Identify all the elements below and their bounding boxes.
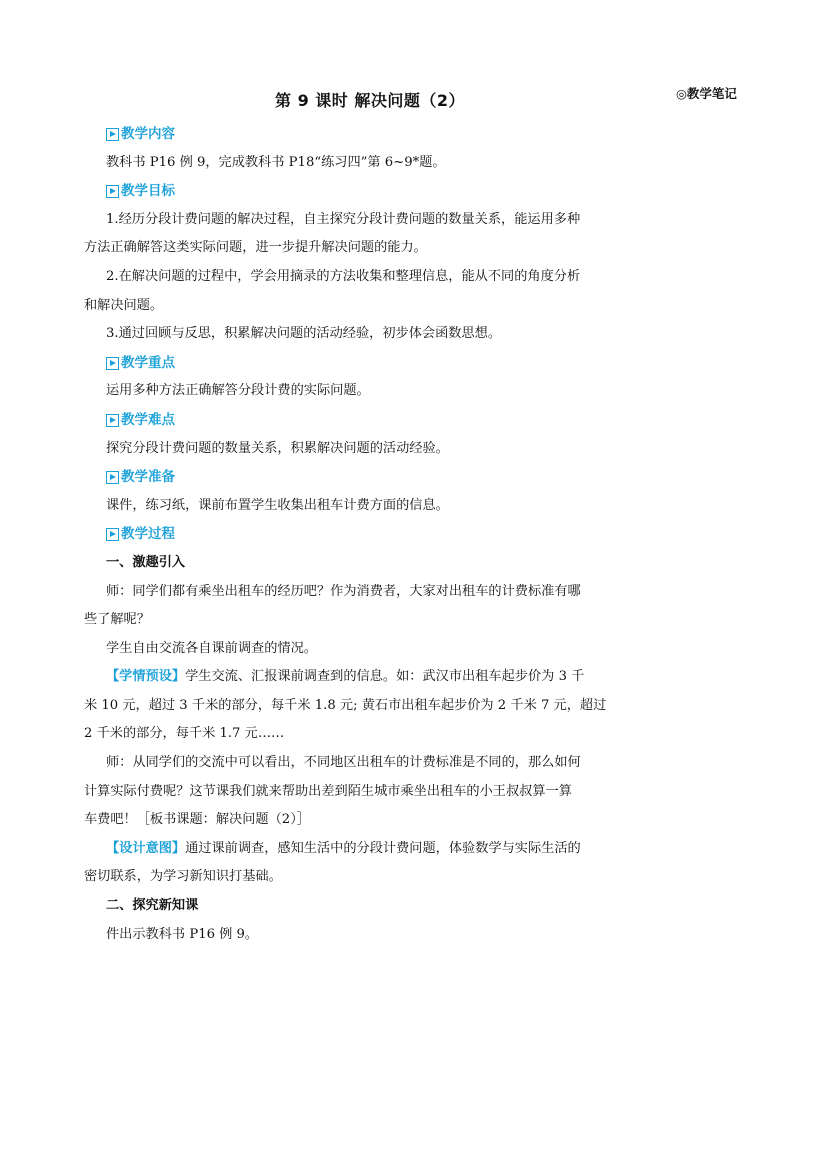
teaching-notes-label: ◎教学笔记 [676,86,737,101]
paragraph-line: 运用多种方法正确解答分段计费的实际问题。 [106,383,370,399]
play-icon [106,471,119,484]
part-one-heading: 一、激趣引入 [106,554,186,570]
section-heading: 教学过程 [121,526,175,543]
paragraph-line: 车费吧！［板书课题：解决问题（2）］ [84,812,310,828]
paragraph-line [84,835,632,864]
paragraph-line: 3.通过回顾与反思，积累解决问题的活动经验，初步体会函数思想。 [106,326,502,342]
section-heading: 教学准备 [121,469,175,486]
paragraph-line: 计算实际付费呢？这节课我们就来帮助出差到陌生城市乘坐出租车的小王叔叔算一算 [84,783,572,799]
play-icon [106,185,119,198]
paragraph-line: 探究分段计费问题的数量关系，积累解决问题的活动经验。 [106,440,449,456]
section-heading: 教学目标 [121,183,175,200]
play-icon [106,528,119,541]
section-key-points [106,349,632,378]
paragraph-line: 教科书 P16 例 9，完成教科书 P18“练习四”第 6~9*题。 [106,154,446,170]
page-title: 第 9 课时 解决问题（2） [275,91,465,110]
lesson-content [84,120,632,949]
section-teaching-goals [106,177,632,206]
paragraph-line: 学生自由交流各自课前调查的情况。 [106,640,317,656]
learning-preset-tag: 【学情预设】 [106,669,186,685]
paragraph-line: 米 10 元，超过 3 千米的部分，每千米 1.8 元; 黄石市出租车起步价为 2 千米 7 元，超过 [84,697,607,713]
section-heading: 教学重点 [121,354,175,371]
paragraph-line: 密切联系，为学习新知识打基础。 [84,869,282,885]
part-two-heading: 二、探究新知课 [106,898,199,914]
section-heading: 教学内容 [121,126,175,142]
paragraph-line: 些了解呢？ [84,612,150,628]
paragraph-line: 师：从同学们的交流中可以看出，不同地区出租车的计费标准是不同的，那么如何 [106,755,581,771]
play-icon [106,414,119,427]
paragraph-line: 师：同学们都有乘坐出租车的经历吧？作为消费者，大家对出租车的计费标准有哪 [106,583,581,599]
section-preparation [106,463,632,492]
paragraph-line: 课件，练习纸，课前布置学生收集出租车计费方面的信息。 [106,497,449,513]
section-heading: 教学难点 [121,411,175,428]
paragraph-line: 和解决问题。 [84,297,164,313]
paragraph-line: 2 千米的部分，每千米 1.7 元…… [84,726,285,742]
paragraph-line: 2.在解决问题的过程中，学会用摘录的方法收集和整理信息，能从不同的角度分析 [106,268,581,284]
play-icon [106,128,119,141]
paragraph-line: 件出示教科书 P16 例 9。 [106,926,259,942]
play-icon [106,357,119,370]
section-difficult-points [106,406,632,435]
section-teaching-process [106,520,632,549]
paragraph-line: 1.经历分段计费问题的解决过程，自主探究分段计费问题的数量关系，能运用多种 [106,211,581,227]
design-intent-tag: 【设计意图】 [106,840,186,856]
paragraph-text: 通过课前调查，感知生活中的分段计费问题，体验数学与实际生活的 [185,840,581,856]
paragraph-line [84,663,632,692]
section-teaching-content [106,120,632,149]
paragraph-text: 学生交流、汇报课前调查到的信息。如：武汉市出租车起步价为 3 千 [185,669,585,685]
paragraph-line: 方法正确解答这类实际问题，进一步提升解决问题的能力。 [84,240,427,256]
